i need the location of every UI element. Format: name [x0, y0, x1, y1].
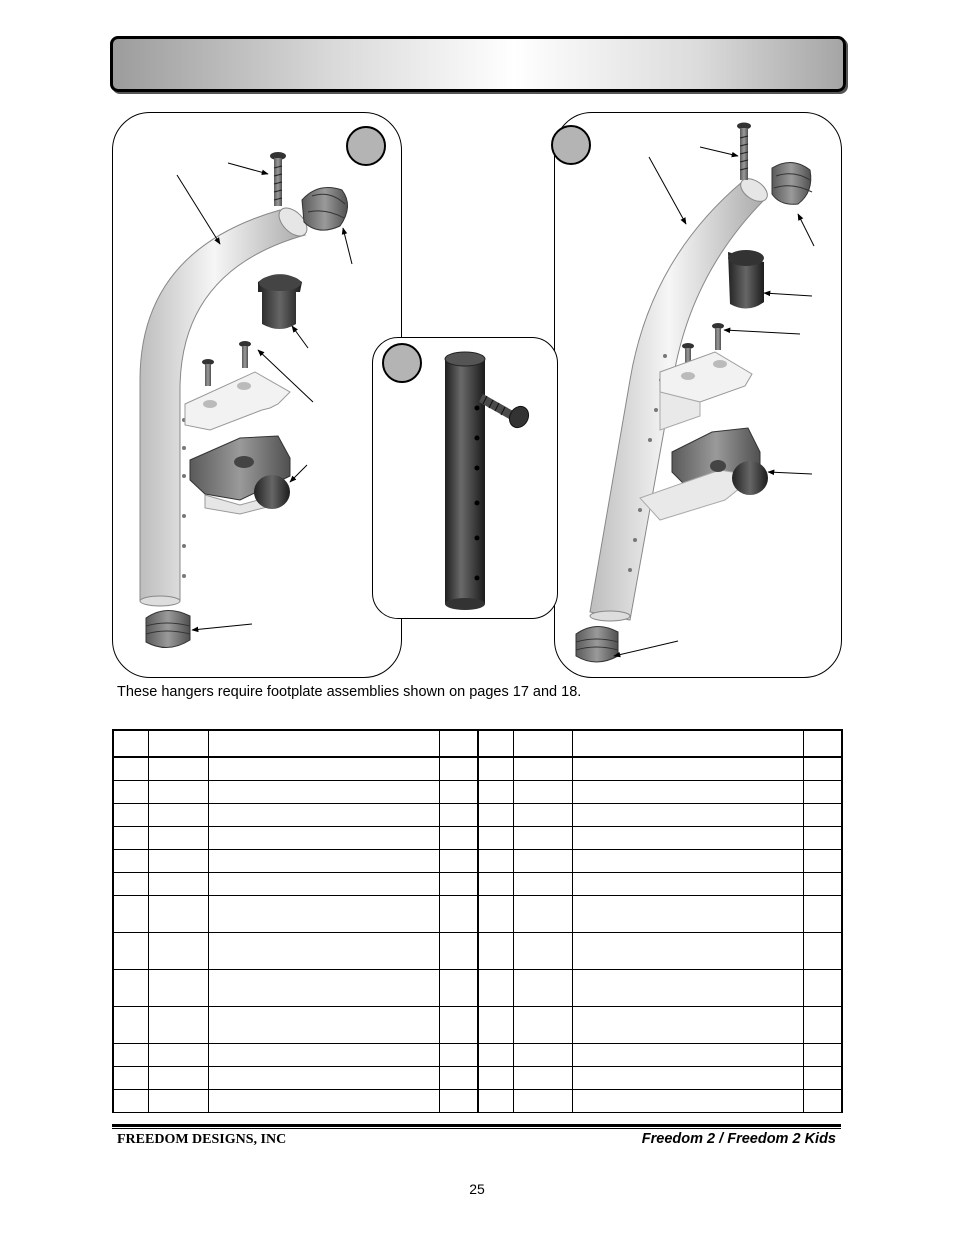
- footer-rule: [112, 1124, 841, 1127]
- footplate-note: These hangers require footplate assemblies shown on pages 17 and 18.: [117, 684, 582, 700]
- tube-plug-icon: [258, 274, 302, 329]
- extension-tube-icon: [445, 352, 485, 610]
- parts-list-table: [112, 729, 843, 1113]
- footer-product: Freedom 2 / Freedom 2 Kids: [641, 1131, 836, 1147]
- end-cap-icon: [146, 610, 190, 647]
- table-row: [113, 804, 842, 827]
- page-number: 25: [469, 1181, 485, 1197]
- table-row: [113, 850, 842, 873]
- table-row: [113, 1090, 842, 1113]
- table-row: [113, 896, 842, 933]
- knob-icon: [254, 475, 290, 509]
- table-header-row: [113, 730, 842, 757]
- hanger-bracket: [185, 372, 290, 430]
- table-row: [113, 1044, 842, 1067]
- table-row: [113, 757, 842, 781]
- table-row: [113, 1067, 842, 1090]
- panel-c-badge: [382, 343, 422, 383]
- screw-icon: [270, 152, 286, 206]
- end-cap-icon: [302, 188, 348, 231]
- screw-icon: [479, 394, 532, 431]
- footer-rule-thin: [112, 1128, 841, 1129]
- table-row: [113, 970, 842, 1007]
- footer-company: FREEDOM DESIGNS, INC: [117, 1132, 287, 1147]
- end-cap-icon: [576, 626, 618, 662]
- screw-icon: [737, 123, 751, 181]
- end-cap-icon: [772, 162, 812, 204]
- table-row: [113, 873, 842, 896]
- table-row: [113, 781, 842, 804]
- knob-icon: [732, 461, 768, 495]
- table-row: [113, 933, 842, 970]
- table-row: [113, 827, 842, 850]
- tube-plug-icon: [728, 250, 764, 309]
- table-row: [113, 1007, 842, 1044]
